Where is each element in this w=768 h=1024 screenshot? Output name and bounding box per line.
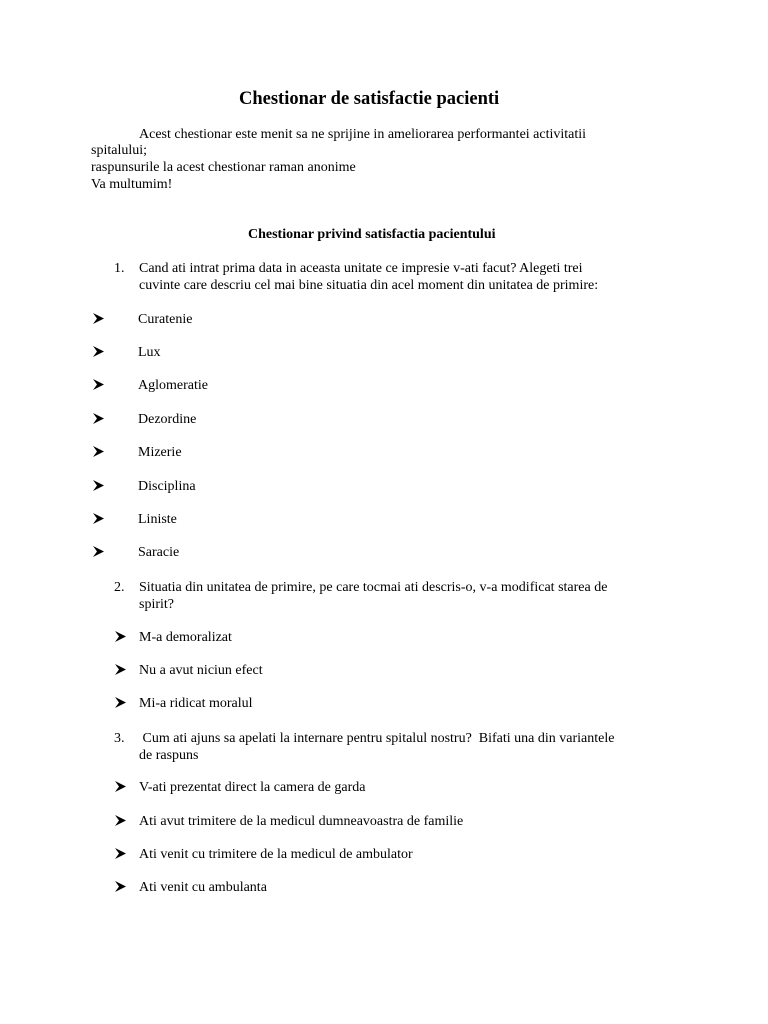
q1-option-liniste: Liniste	[138, 512, 177, 527]
intro-line-4: Va multumim!	[91, 177, 173, 192]
q1-option-aglomeratie: Aglomeratie	[138, 378, 208, 393]
q3-option-medic-familie: Ati avut trimitere de la medicul dumneavoastra de familie	[139, 814, 464, 829]
section-subtitle: Chestionar privind satisfactia pacientului	[248, 227, 496, 242]
arrowhead-bullet-icon	[115, 815, 126, 826]
q1-option-saracie: Saracie	[138, 545, 180, 560]
arrowhead-bullet-icon	[93, 346, 104, 357]
document-title: Chestionar de satisfactie pacienti	[239, 89, 500, 109]
q3-option-ambulanta: Ati venit cu ambulanta	[139, 880, 267, 895]
q2-option-demoralizat: M-a demoralizat	[139, 630, 232, 645]
question-3-number: 3.	[114, 731, 125, 746]
question-1-number: 1.	[114, 261, 125, 276]
arrowhead-bullet-icon	[93, 313, 104, 324]
q1-option-mizerie: Mizerie	[138, 445, 182, 460]
arrowhead-bullet-icon	[115, 631, 126, 642]
arrowhead-bullet-icon	[93, 480, 104, 491]
intro-line-1: Acest chestionar este menit sa ne sprijine in ameliorarea performantei activitatii	[139, 127, 587, 142]
question-2-number: 2.	[114, 580, 125, 595]
question-1-text-line-2: cuvinte care descriu cel mai bine situatia din acel moment din unitatea de primire:	[139, 278, 599, 293]
q1-option-disciplina: Disciplina	[138, 479, 196, 494]
question-3-text-line-2: de raspuns	[139, 748, 199, 763]
intro-line-3: raspunsurile la acest chestionar raman anonime	[91, 160, 356, 175]
question-2-text-line-2: spirit?	[139, 597, 174, 612]
intro-line-2: spitalului;	[91, 143, 147, 158]
q1-option-dezordine: Dezordine	[138, 412, 197, 427]
arrowhead-bullet-icon	[115, 664, 126, 675]
arrowhead-bullet-icon	[115, 881, 126, 892]
arrowhead-bullet-icon	[115, 848, 126, 859]
arrowhead-bullet-icon	[93, 513, 104, 524]
q2-option-niciun-efect: Nu a avut niciun efect	[139, 663, 263, 678]
question-3-text-line-1: Cum ati ajuns sa apelati la internare pentru spitalul nostru? Bifati una din variantele	[139, 731, 615, 746]
arrowhead-bullet-icon	[93, 379, 104, 390]
q3-option-camera-garda: V-ati prezentat direct la camera de garda	[139, 780, 366, 795]
question-2-text-line-1: Situatia din unitatea de primire, pe care tocmai ati descris-o, v-a modificat starea de	[139, 580, 608, 595]
q1-option-lux: Lux	[138, 345, 161, 360]
q1-option-curatenie: Curatenie	[138, 312, 193, 327]
q2-option-ridicat-moralul: Mi-a ridicat moralul	[139, 696, 253, 711]
question-1-text-line-1: Cand ati intrat prima data in aceasta unitate ce impresie v-ati facut? Alegeti trei	[139, 261, 583, 276]
q3-option-medic-ambulator: Ati venit cu trimitere de la medicul de ambulator	[139, 847, 413, 862]
arrowhead-bullet-icon	[115, 697, 126, 708]
arrowhead-bullet-icon	[115, 781, 126, 792]
arrowhead-bullet-icon	[93, 446, 104, 457]
arrowhead-bullet-icon	[93, 546, 104, 557]
arrowhead-bullet-icon	[93, 413, 104, 424]
